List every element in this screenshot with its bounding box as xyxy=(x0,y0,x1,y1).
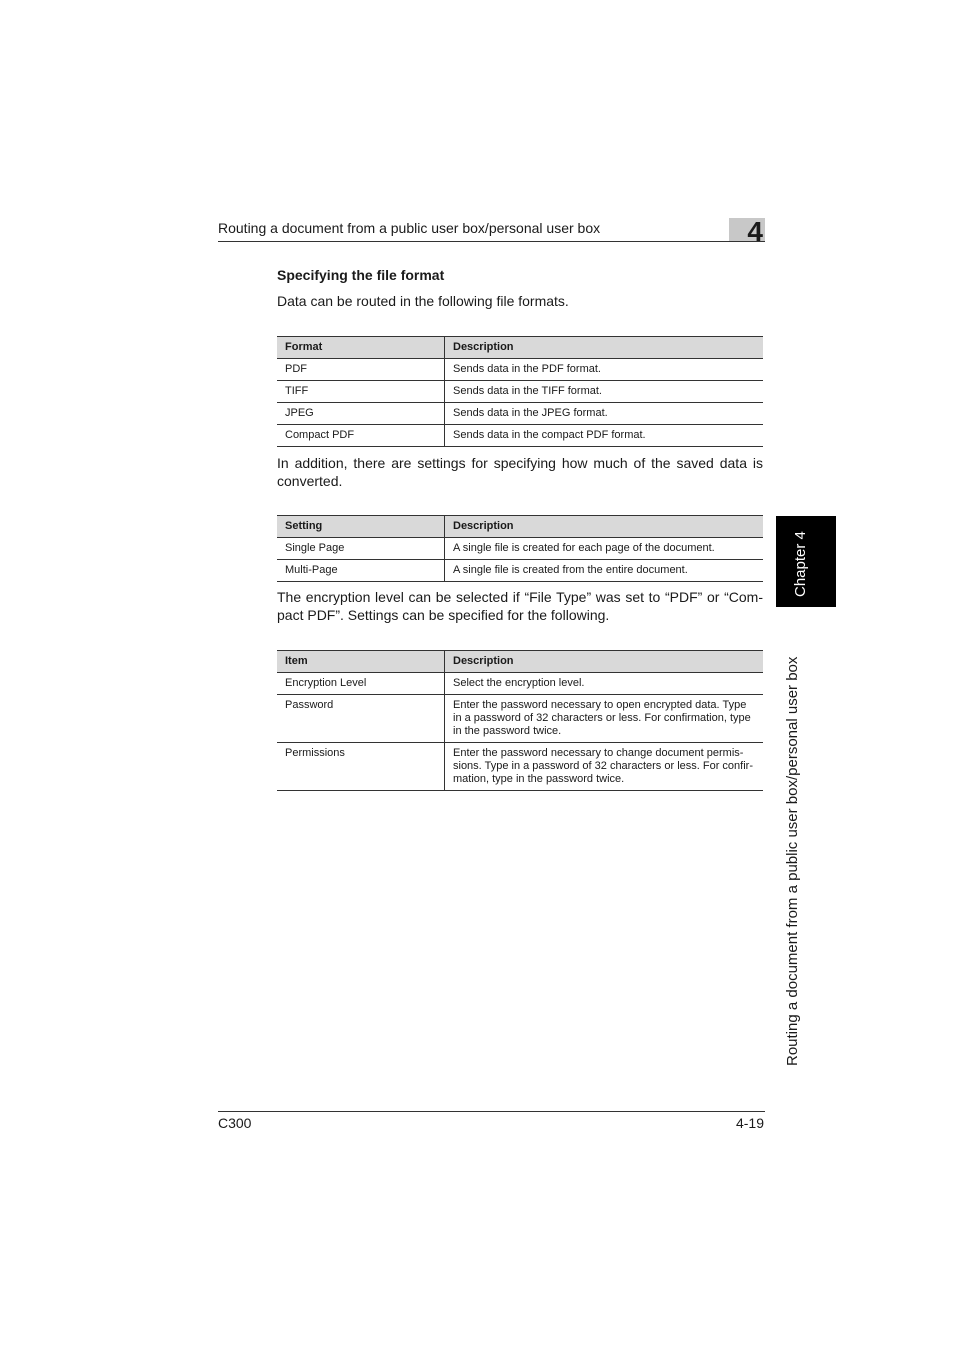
side-running-title: Routing a document from a public user box/personal user box xyxy=(784,656,801,1066)
item-cell: Password xyxy=(277,695,445,743)
setting-cell: Single Page xyxy=(277,538,445,560)
setting-cell: Multi-Page xyxy=(277,560,445,582)
header-rule xyxy=(218,241,765,242)
items-table xyxy=(277,650,763,791)
description-cell: Select the encryption level. xyxy=(445,673,764,695)
description-cell: Sends data in the PDF format. xyxy=(445,359,764,381)
description-cell: Sends data in the compact PDF format. xyxy=(445,425,764,447)
column-header-setting: Setting xyxy=(277,516,445,538)
intro-paragraph: Data can be routed in the following file formats. xyxy=(277,293,569,309)
column-header-description: Description xyxy=(445,337,764,359)
table-header-row xyxy=(277,337,763,359)
table-row xyxy=(277,560,763,582)
item-cell: Permissions xyxy=(277,743,445,791)
column-header-item: Item xyxy=(277,651,445,673)
formats-table xyxy=(277,336,763,447)
description-cell: A single file is created from the entire document. xyxy=(445,560,764,582)
format-cell: Compact PDF xyxy=(277,425,445,447)
format-cell: PDF xyxy=(277,359,445,381)
section-heading: Specifying the file format xyxy=(277,267,445,283)
format-cell: JPEG xyxy=(277,403,445,425)
table-row xyxy=(277,359,763,381)
table-row xyxy=(277,538,763,560)
table-row xyxy=(277,743,763,791)
column-header-description: Description xyxy=(445,651,764,673)
footer-page-number: 4-19 xyxy=(735,1115,764,1131)
settings-table xyxy=(277,515,763,582)
encryption-intro-paragraph: The encryption level can be selected if “File Type” was set to “PDF” or “Com-pact PDF”. Settings can be specified for the following. xyxy=(277,589,763,623)
table-header-row xyxy=(277,651,763,673)
footer-rule xyxy=(218,1111,765,1112)
chapter-side-tab-label: Chapter 4 xyxy=(792,531,809,597)
table-row xyxy=(277,425,763,447)
table-row xyxy=(277,673,763,695)
running-header-title: Routing a document from a public user box/personal user box xyxy=(218,220,601,236)
description-cell: Enter the password necessary to change document permis-sions. Type in a password of 32 characters or less. For confir-mation, type in the password twice. xyxy=(445,743,764,791)
format-cell: TIFF xyxy=(277,381,445,403)
table-header-row xyxy=(277,516,763,538)
column-header-format: Format xyxy=(277,337,445,359)
settings-intro-paragraph: In addition, there are settings for specifying how much of the saved data is converted. xyxy=(277,455,763,489)
description-cell: Sends data in the TIFF format. xyxy=(445,381,764,403)
footer-model: C300 xyxy=(218,1115,252,1131)
description-cell: A single file is created for each page of the document. xyxy=(445,538,764,560)
table-row xyxy=(277,695,763,743)
description-cell: Sends data in the JPEG format. xyxy=(445,403,764,425)
chapter-number: 4 xyxy=(747,218,763,241)
chapter-number-box xyxy=(729,218,765,241)
table-row xyxy=(277,381,763,403)
column-header-description: Description xyxy=(445,516,764,538)
table-row xyxy=(277,403,763,425)
item-cell: Encryption Level xyxy=(277,673,445,695)
description-cell: Enter the password necessary to open encrypted data. Type in a password of 32 characters or less. For confirmation, type in the password twice. xyxy=(445,695,764,743)
